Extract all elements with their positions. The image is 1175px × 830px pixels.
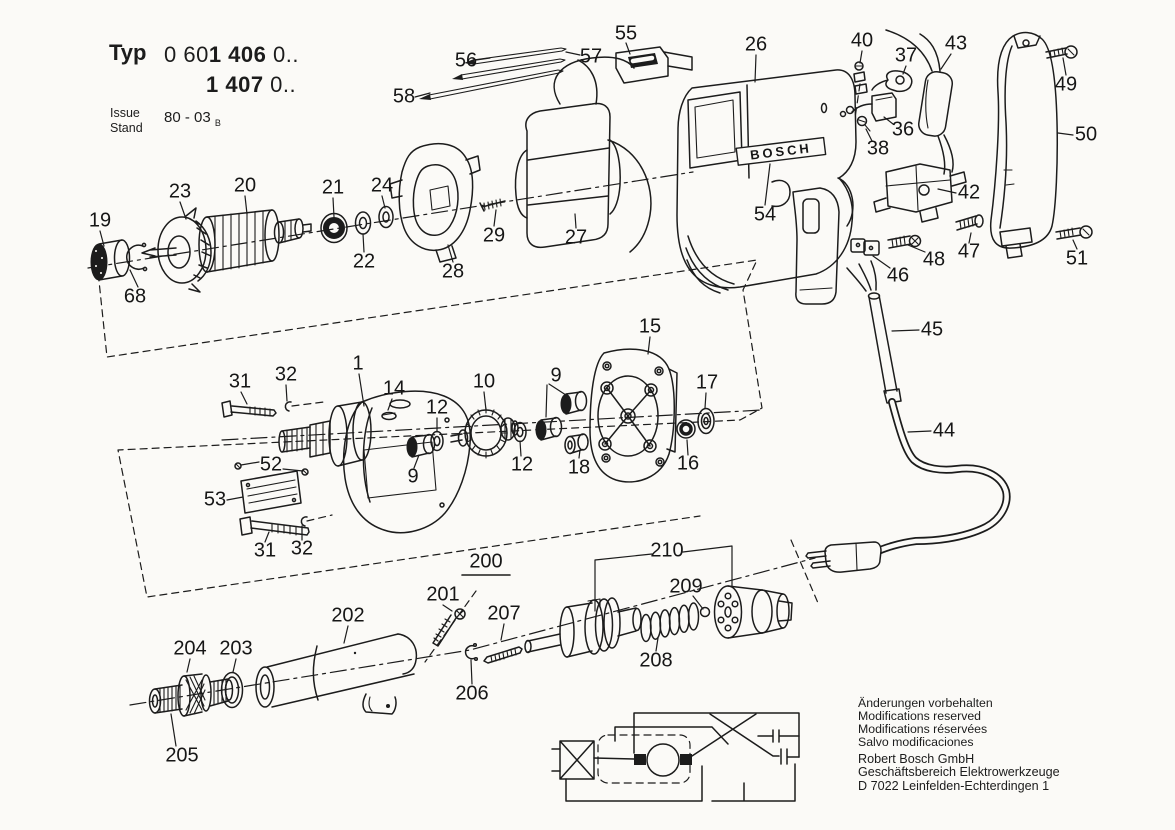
- ring-16: [677, 420, 695, 438]
- part-label-52: 52: [259, 453, 283, 476]
- model1-suffix: 0..: [266, 42, 299, 67]
- issue-value-sub: B: [214, 118, 221, 128]
- part-label-31: 31: [228, 370, 252, 393]
- bearing-19: [91, 240, 130, 281]
- spring-208: [641, 603, 699, 642]
- part-label-14: 14: [382, 377, 406, 400]
- model-number-line2: [206, 72, 296, 98]
- part-label-36: 36: [891, 118, 915, 141]
- company-division: Geschäftsbereich Elektrowerkzeuge: [858, 765, 1060, 780]
- brush-leads-56-57-58: [419, 48, 566, 100]
- part-label-18: 18: [567, 456, 591, 479]
- screw-48: [888, 236, 921, 249]
- screw-201: [433, 609, 465, 646]
- motor-housing-26: [677, 70, 856, 304]
- part-label-12: 12: [425, 396, 449, 419]
- issue-label-line2: Stand: [110, 121, 143, 135]
- screw-31-bottom: [240, 517, 309, 535]
- part-label-21: 21: [321, 176, 345, 199]
- construction-lines: [88, 84, 860, 705]
- notice-line-en: Modifications reserved: [858, 709, 982, 723]
- company-city: D 7022 Leinfelden-Echterdingen 1: [858, 778, 1050, 793]
- part-label-32: 32: [274, 363, 298, 386]
- notice-line-es: Salvo modificaciones: [858, 735, 974, 749]
- bearing-21: [321, 214, 347, 243]
- nameplate-53: [241, 471, 301, 513]
- part-label-17: 17: [695, 371, 719, 394]
- wiring-schematic: [552, 713, 799, 801]
- part-label-210: 210: [650, 539, 684, 562]
- screw-31-top: [222, 401, 276, 417]
- part-label-205: 205: [165, 744, 199, 767]
- part-label-19: 19: [88, 209, 112, 232]
- notice-line-de: Änderungen vorbehalten: [858, 696, 993, 710]
- handle-cover-50: [991, 33, 1058, 258]
- clutch-drum-210: [715, 586, 793, 638]
- part-label-15: 15: [638, 315, 662, 338]
- part-label-51: 51: [1065, 247, 1089, 270]
- typ-label: Typ: [109, 40, 147, 65]
- company-address: [858, 753, 1060, 793]
- model2-bold: 1 407: [206, 72, 264, 97]
- part-label-209: 209: [669, 575, 703, 598]
- part-label-203: 203: [219, 637, 253, 660]
- part-label-24: 24: [370, 174, 394, 197]
- modification-notice: [858, 697, 993, 749]
- part-label-57: 57: [579, 45, 603, 68]
- part-label-42: 42: [957, 181, 981, 204]
- part-label-58: 58: [392, 85, 416, 108]
- part-label-50: 50: [1074, 123, 1098, 146]
- part-label-26: 26: [744, 33, 768, 56]
- part-label-68: 68: [123, 285, 147, 308]
- part-label-207: 207: [487, 602, 521, 625]
- screw-29: [480, 199, 505, 211]
- washer-24: [379, 207, 393, 228]
- threaded-pin-207: [484, 647, 522, 663]
- part-label-206: 206: [455, 682, 489, 705]
- brush-holder-36: [841, 93, 897, 121]
- spring-37: [872, 71, 912, 92]
- cone-housing-202: [256, 634, 416, 714]
- ring-206: [466, 644, 478, 661]
- part-label-38: 38: [866, 137, 890, 160]
- part-label-200: 200: [469, 550, 503, 573]
- part-label-43: 43: [944, 32, 968, 55]
- company-name: Robert Bosch GmbH: [858, 752, 975, 766]
- part-label-55: 55: [614, 22, 638, 45]
- part-label-9: 9: [550, 364, 562, 387]
- issue-value: [164, 109, 221, 128]
- part-label-22: 22: [352, 250, 376, 273]
- part-label-45: 45: [920, 318, 944, 341]
- model-number-line1: [164, 42, 299, 68]
- field-stator-27: [515, 57, 650, 252]
- washer-12-right: [514, 423, 526, 442]
- part-label-32: 32: [290, 537, 314, 560]
- part-label-201: 201: [426, 583, 460, 606]
- washer-17: [698, 409, 714, 434]
- gear-10: [451, 408, 518, 458]
- washer-12-left: [431, 432, 443, 451]
- part-label-54: 54: [753, 203, 777, 226]
- model1-prefix: 0 60: [164, 42, 209, 67]
- issue-label-line1: Issue: [110, 106, 140, 120]
- bearing-9-upper: [561, 392, 587, 415]
- brand-plate: [736, 138, 825, 166]
- part-label-16: 16: [676, 452, 700, 475]
- bushing-18: [565, 434, 588, 454]
- part-label-49: 49: [1054, 73, 1078, 96]
- part-label-202: 202: [331, 604, 365, 627]
- part-label-208: 208: [639, 649, 673, 672]
- part-label-44: 44: [932, 419, 956, 442]
- screw-38: [858, 117, 871, 132]
- cable-clamp-46: [851, 239, 879, 255]
- switch-55: [616, 47, 692, 83]
- bearing-9-left: [407, 435, 435, 458]
- part-label-23: 23: [168, 180, 192, 203]
- part-label-40: 40: [850, 29, 874, 52]
- part-label-20: 20: [233, 174, 257, 197]
- fan-23: [142, 208, 211, 292]
- part-label-48: 48: [922, 248, 946, 271]
- brush-plate-28: [390, 144, 480, 262]
- part-label-9: 9: [407, 465, 419, 488]
- part-label-37: 37: [894, 44, 918, 67]
- brand-logo-text: BOSCH: [749, 140, 813, 163]
- armature-20: [199, 210, 311, 272]
- notice-line-fr: Modifications réservées: [858, 722, 988, 736]
- screw-set-40: [854, 62, 867, 94]
- part-label-204: 204: [173, 637, 207, 660]
- part-label-47: 47: [957, 240, 981, 263]
- part-label-46: 46: [886, 264, 910, 287]
- part-label-29: 29: [482, 224, 506, 247]
- pin-14: [382, 413, 396, 420]
- clip-32-bottom: [301, 517, 307, 526]
- part-label-28: 28: [441, 260, 465, 283]
- spindle-200: [525, 598, 641, 657]
- clip-32-top: [285, 402, 291, 411]
- screw-47: [956, 215, 983, 230]
- ball-209: [701, 608, 710, 617]
- part-label-56: 56: [454, 49, 478, 72]
- part-label-1: 1: [352, 352, 364, 375]
- power-cord-44: [806, 402, 1007, 572]
- issue-value-text: 80 - 03: [164, 109, 211, 126]
- part-label-53: 53: [203, 488, 227, 511]
- part-label-27: 27: [564, 226, 588, 249]
- model1-bold: 1 406: [208, 42, 267, 67]
- part-number-labels: [89, 22, 1097, 766]
- part-label-12: 12: [510, 453, 534, 476]
- part-label-10: 10: [472, 370, 496, 393]
- model2-suffix: 0..: [263, 72, 297, 97]
- part-label-31: 31: [253, 539, 277, 562]
- screw-51: [1056, 226, 1092, 239]
